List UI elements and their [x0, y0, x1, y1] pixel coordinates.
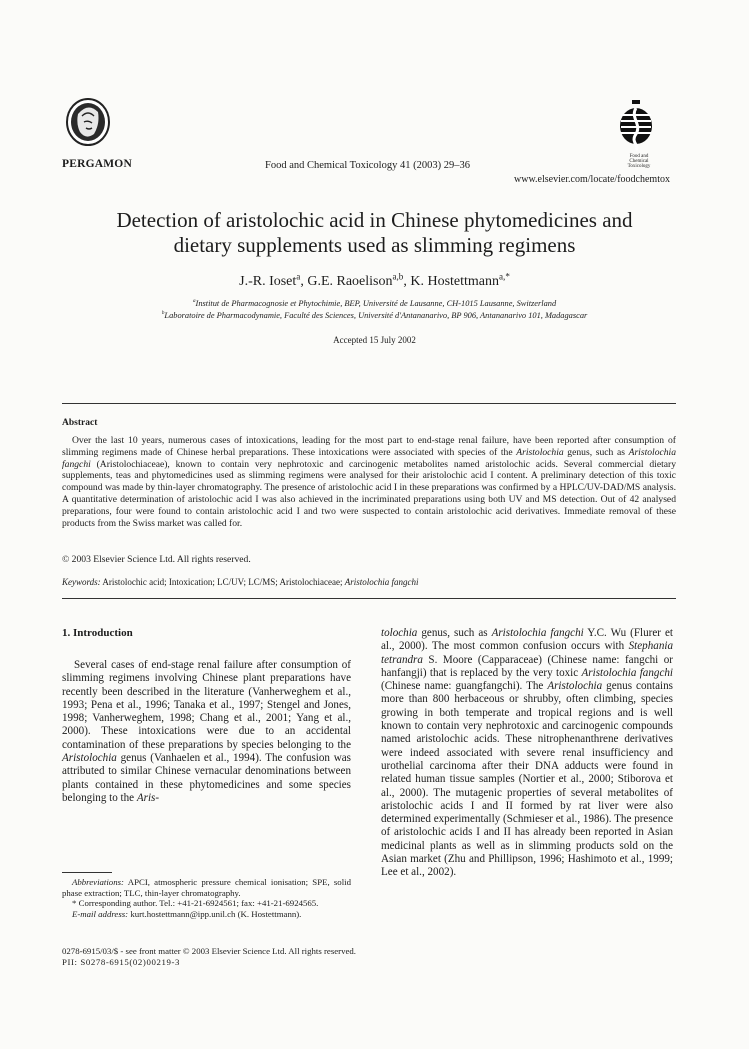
abstract-heading: Abstract	[62, 418, 98, 428]
author-list: J.-R. Ioset$^a$, G.E. Raoelison$^{a,b}$, K. Hostettmann$^{a,*}$	[239, 271, 510, 289]
pii-line: PII: S0278-6915(02)00219-3	[62, 956, 180, 967]
footnote-email: E-mail address: kurt.hostettmann@ipp.unil.ch (K. Hostettmann).	[72, 908, 302, 919]
journal-citation: Food and Chemical Toxicology 41 (2003) 29–36	[265, 160, 470, 171]
journal-logo-text: Food and Chemical Toxicology	[627, 154, 651, 169]
affiliations	[40, 298, 709, 321]
journal-url[interactable]: www.elsevier.com/locate/foodchemtox	[514, 174, 670, 185]
affiliation: $^b$Laboratoire de Pharmacodynamie, Faculté des Sciences, Université d'Antananarivo, BP 906, Antananarivo 101, Madagascar	[161, 309, 588, 320]
intro-right-column: tolochia genus, such as Aristolochia fangchi Y.C. Wu (Flurer et al., 2000). The most common confusion occurs with Stephania tetrandra S. Moore (Capparaceae) (Chinese name: fangchi or hanfangji) that is replaced by the very toxic Aristolochia fangchi (Chinese name: guangfangchi). The Aristolochia genus contains more than 800 herbaceous or shrubby, often climbing, species growing in both temperate and tropical regions and is well known to contain very nephrotoxic and carcinogenic compounds named aristolochic acids. These nitrophenanthrene derivatives were indeed associated with severe renal insufficiency and urothelial carcinoma after their DNA adducts were found in related human tissue samples (Nortier et al., 2000; Stiborova et al., 2000). The mutagenic properties of several metabolites of aristolochic acids I and II formed by rat liver were also determined experimentally (Schmieser et al., 1986). The presence of aristolochic acids I and II has already been reported in Asian medicinal plants as well as in slimming products sold on the Asian market (Zhu and Phillipson, 1996; Hashimoto et al., 1999; Lee et al., 2002).	[381, 627, 673, 879]
footnote-abbreviations: Abbreviations: APCI, atmospheric pressure chemical ionisation; SPE, solid phase extraction; TLC, thin-layer chromatography.	[62, 877, 351, 898]
publisher-logo	[64, 96, 112, 150]
author-affil-sup: a,*	[499, 271, 510, 282]
divider	[62, 598, 676, 599]
author-name: K. Hostettmann	[410, 274, 500, 289]
author-name: G.E. Raoelison	[307, 274, 393, 289]
accepted-date: Accepted 15 July 2002	[333, 335, 416, 345]
divider	[62, 403, 676, 404]
author-affil-sup: a	[296, 271, 301, 282]
footnotes	[62, 877, 351, 919]
title-line-1: Detection of aristolochic acid in Chinese phytomedicines and	[116, 208, 633, 232]
abstract-text: Over the last 10 years, numerous cases of intoxications, leading for the most part to end-stage renal failure, have been reported after consumption of slimming regimens made of Chinese herbal preparations. These intoxications were associated with species of the Aristolochia genus, such as Aristolochia fangchi (Aristolochiaceae), known to contain very nephrotoxic and carcinogenic metabolites named aristolochic acids. Several commercial dietary supplements, teas and phytomedicines used as slimming regimens were analysed for their aristolochic acid I content. A preliminary detection of this toxic compound was made by thin-layer chromatography. The presence of aristolochic acid I in these preparations was confirmed by a HPLC/UV-DAD/MS analysis. A quantitative determination of aristolochic acid I was also achieved in the incriminated preparations using both UV and MS detection. Out of 42 analysed preparations, four were found to contain aristolochic acid I and two were suspected to contain aristolochic acid derivatives. Immediate removal of these products from the Swiss market was called for.	[62, 435, 677, 529]
publisher-name: PERGAMON	[62, 158, 132, 170]
title-line-2: dietary supplements used as slimming regimens	[173, 233, 576, 257]
issn-line: 0278-6915/03/$ - see front matter © 2003 Elsevier Science Ltd. All rights reserved.	[62, 946, 356, 956]
front-matter-info	[62, 946, 356, 967]
intro-left-column: Several cases of end-stage renal failure after consumption of slimming regimens involving Chinese plant preparations have recently been described in the literature (Vanherweghem et al., 1993; Pena et al., 1996; Tanaka et al., 1997; Stengel and Jones, 1998; Vanherweghem, 1998; Chang et al., 2001; Yang et al., 2000). These intoxications were due to an accidental contamination of these preparations by species belonging to the Aristolochia genus (Vanhaelen et al., 1994). The confusion was attributed to similar Chinese vernacular denominations between plants contained in these phytomedicines and some species belonging to the Aris-	[62, 659, 351, 804]
author-affil-sup: a,b	[392, 271, 404, 282]
article-title	[40, 208, 709, 258]
abstract-copyright: © 2003 Elsevier Science Ltd. All rights reserved.	[62, 554, 251, 565]
section-heading: 1. Introduction	[62, 627, 133, 639]
footnote-rule	[62, 872, 112, 873]
keywords: Keywords: Aristolochic acid; Intoxication; LC/UV; LC/MS; Aristolochiaceae; Aristolochia fangchi	[62, 577, 419, 587]
author-name: J.-R. Ioset	[239, 274, 297, 289]
footnote-corresponding: * Corresponding author. Tel.: +41-21-6924561; fax: +41-21-6924565.	[72, 898, 319, 909]
affiliation: $^a$Institut de Pharmacognosie et Phytochimie, BEP, Université de Lausanne, CH-1015 Lausanne, Switzerland	[192, 298, 557, 308]
